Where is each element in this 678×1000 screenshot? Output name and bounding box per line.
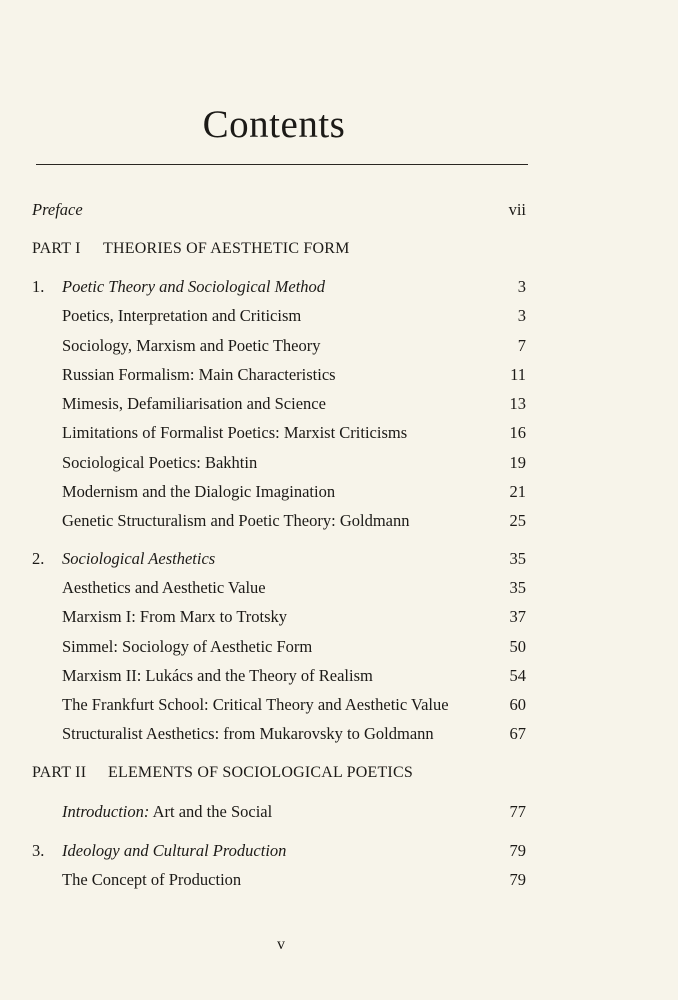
introduction-label-italic: Introduction: [62,802,150,821]
toc-section[interactable] [0,867,678,893]
toc-section-label: The Concept of Production [62,870,242,889]
toc-section[interactable] [0,663,678,689]
toc-entry-page: 19 [509,453,526,472]
toc-entry-page: vii [508,200,526,219]
toc-chapter-1[interactable] [0,274,678,300]
toc-entry-preface[interactable] [0,197,678,223]
toc-section-label: Mimesis, Defamiliarisation and Science [62,394,326,413]
toc-entry-page: 37 [509,607,526,626]
part-heading-2 [0,760,678,786]
toc-section[interactable] [0,479,678,505]
toc-section-label: Aesthetics and Aesthetic Value [62,578,266,597]
toc-entry-page: 21 [509,482,526,501]
toc-entry-page: 7 [517,336,526,355]
toc-section-label: Sociology, Marxism and Poetic Theory [62,336,321,355]
part-title: ELEMENTS OF SOCIOLOGICAL POETICS [108,764,413,781]
toc-section[interactable] [0,604,678,630]
chapter-number: 3. [32,841,45,860]
title-divider [36,164,528,165]
toc-section-label: The Frankfurt School: Critical Theory and Aesthetic Value [62,695,449,714]
toc-section-label: Russian Formalism: Main Characteristics [62,365,336,384]
toc-chapter-2[interactable] [0,546,678,572]
part-heading-1 [0,236,678,262]
part-number: PART I [32,240,81,257]
toc-section[interactable] [0,508,678,534]
chapter-title: Poetic Theory and Sociological Method [62,277,326,296]
toc-section-label: Simmel: Sociology of Aesthetic Form [62,637,313,656]
toc-section[interactable] [0,634,678,660]
toc-entry-page: 79 [509,841,526,860]
toc-section[interactable] [0,721,678,747]
toc-entry-page: 16 [509,423,526,442]
toc-section-label: Modernism and the Dialogic Imagination [62,482,336,501]
part-number: PART II [32,764,87,781]
toc-entry-page: 77 [509,802,526,821]
toc-section[interactable] [0,303,678,329]
toc-section[interactable] [0,391,678,417]
chapter-title: Sociological Aesthetics [62,549,216,568]
toc-section[interactable] [0,333,678,359]
toc-entry-page: 11 [510,365,526,384]
toc-entry-page: 50 [509,637,526,656]
toc-section[interactable] [0,575,678,601]
toc-section-label: Marxism I: From Marx to Trotsky [62,607,288,626]
toc-section-label: Genetic Structuralism and Poetic Theory: Goldmann [62,511,410,530]
toc-entry-page: 13 [509,394,526,413]
toc-section-label: Structuralist Aesthetics: from Mukarovsky to Goldmann [62,724,434,743]
toc-section[interactable] [0,450,678,476]
toc-entry-page: 3 [517,277,526,296]
introduction-label-rest: Art and the Social [152,802,273,821]
toc-section[interactable] [0,362,678,388]
toc-entry-page: 67 [509,724,526,743]
toc-entry-label [62,799,272,825]
toc-chapter-3[interactable] [0,838,678,864]
page-number: v [277,936,285,953]
chapter-number: 2. [32,549,45,568]
chapter-title: Ideology and Cultural Production [62,841,287,860]
toc-entry-page: 79 [509,870,526,889]
toc-entry-page: 35 [509,578,526,597]
toc-entry-page: 35 [509,549,526,568]
page-title: Contents [202,103,346,146]
toc-section-label: Marxism II: Lukács and the Theory of Realism [62,666,373,685]
toc-section[interactable] [0,692,678,718]
toc-entry-introduction[interactable] [0,799,678,825]
toc-section[interactable] [0,420,678,446]
toc-entry-page: 25 [509,511,526,530]
toc-entry-label: Preface [32,200,83,219]
toc-section-label: Sociological Poetics: Bakhtin [62,453,258,472]
toc-entry-page: 54 [509,666,526,685]
toc-section-label: Limitations of Formalist Poetics: Marxist Criticisms [62,423,408,442]
part-title: THEORIES OF AESTHETIC FORM [103,240,350,257]
toc-entry-page: 60 [509,695,526,714]
chapter-number: 1. [32,277,45,296]
toc-section-label: Poetics, Interpretation and Criticism [62,306,302,325]
toc-entry-page: 3 [517,306,526,325]
